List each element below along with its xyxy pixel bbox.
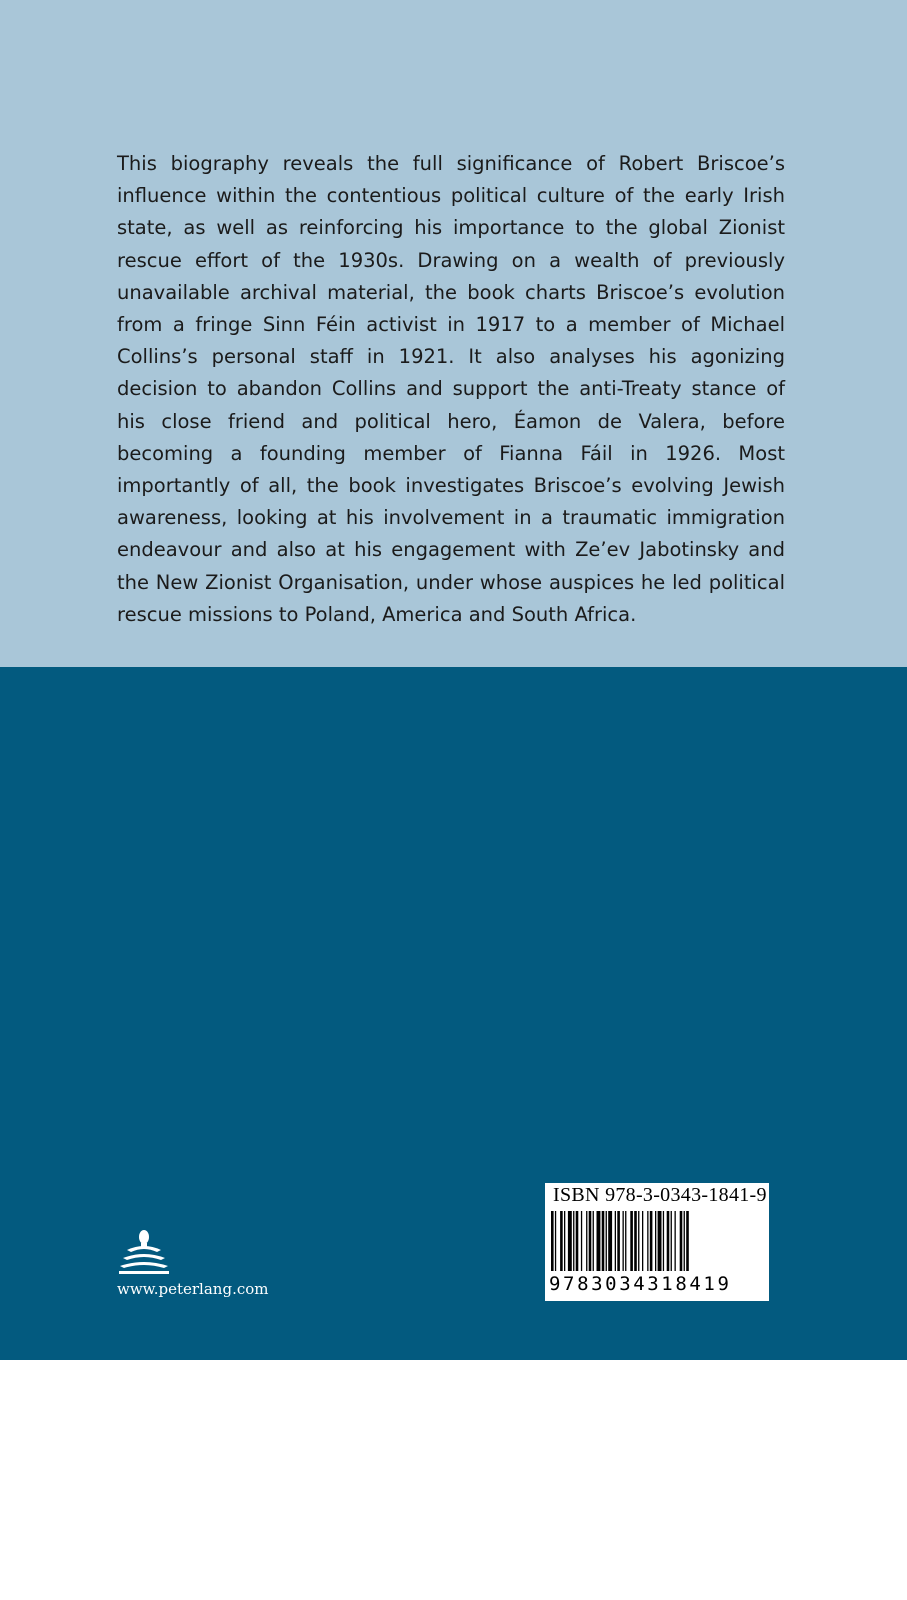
blurb-panel (0, 0, 907, 667)
barcode-bar (615, 1211, 616, 1271)
barcode-bar (617, 1211, 620, 1271)
barcode-bar (634, 1211, 637, 1271)
barcode-bar (555, 1211, 556, 1271)
barcode-bar (650, 1211, 653, 1271)
barcode-bar (586, 1211, 587, 1271)
publisher-website[interactable]: www.peterlang.com (117, 1280, 269, 1298)
barcode-bar (608, 1211, 612, 1271)
barcode-bar (564, 1211, 565, 1271)
barcode-bar (560, 1211, 563, 1271)
barcode-bars (549, 1211, 765, 1271)
barcode-bar (630, 1211, 633, 1271)
barcode-bar (625, 1211, 626, 1271)
barcode-bar (675, 1211, 676, 1271)
barcode-bar (671, 1211, 672, 1271)
author-name: Kevin McCarthy (117, 1462, 261, 1485)
author-bio (117, 1460, 785, 1600)
barcode-bar (663, 1211, 664, 1271)
barcode-bar (576, 1211, 579, 1271)
barcode-bar (658, 1211, 662, 1271)
barcode-bar (581, 1211, 582, 1271)
barcode-bar (593, 1211, 594, 1271)
barcode-bar (573, 1211, 574, 1271)
barcode (545, 1183, 769, 1301)
barcode-digits: 9783034318419 (549, 1273, 732, 1295)
barcode-bar (684, 1211, 685, 1271)
barcode-bar (642, 1211, 643, 1271)
barcode-bar (568, 1211, 572, 1271)
barcode-bar (655, 1211, 656, 1271)
barcode-bar (638, 1211, 639, 1271)
barcode-bar (597, 1211, 601, 1271)
isbn-label: ISBN 978-3-0343-1841-9 (553, 1184, 767, 1206)
barcode-bar (589, 1211, 592, 1271)
blurb-text: This biography reveals the full significance of Robert Briscoe’s influence within the contentious political culture of the early Irish state, as well as reinforcing his importance to the global Zionist rescue effort of the 1930s. Drawing on a wealth of previously unavailable archival material, the book charts Briscoe’s evolution from a fringe Sinn Féin activist in 1917 to a member of Michael Collins’s personal staff in 1921. It also analyses his agonizing decision to abandon Collins and support the anti-Treaty stance of his close friend and political hero, Éamon de Valera, before becoming a founding member of Fianna Fáil in 1926. Most importantly of all, the book investigates Briscoe’s evolving Jewish awareness, looking at his involvement in a traumatic immigration endeavour and also at his engagement with Ze’ev Jabotinsky and the New Zionist Organisation, under whose auspices he led political rescue missions to Poland, America and South Africa. (117, 152, 785, 626)
barcode-bar (623, 1211, 624, 1271)
author-bio-text: holds a PhD in History from University College Cork. His research interests focus on Irish–Jewish relations in mid-twentieth-century Ireland. He has published a number of articles on the complex political career of Robert Briscoe and on Irish immigration policy in the mid-twentieth century. (117, 1462, 785, 1597)
barcode-bar (686, 1211, 689, 1271)
barcode-bar (602, 1211, 605, 1271)
barcode-bar (667, 1211, 670, 1271)
barcode-bar (680, 1211, 683, 1271)
barcode-bar (606, 1211, 607, 1271)
peter-lang-logo-icon (117, 1228, 171, 1278)
barcode-bar (647, 1211, 648, 1271)
barcode-bar (551, 1211, 554, 1271)
